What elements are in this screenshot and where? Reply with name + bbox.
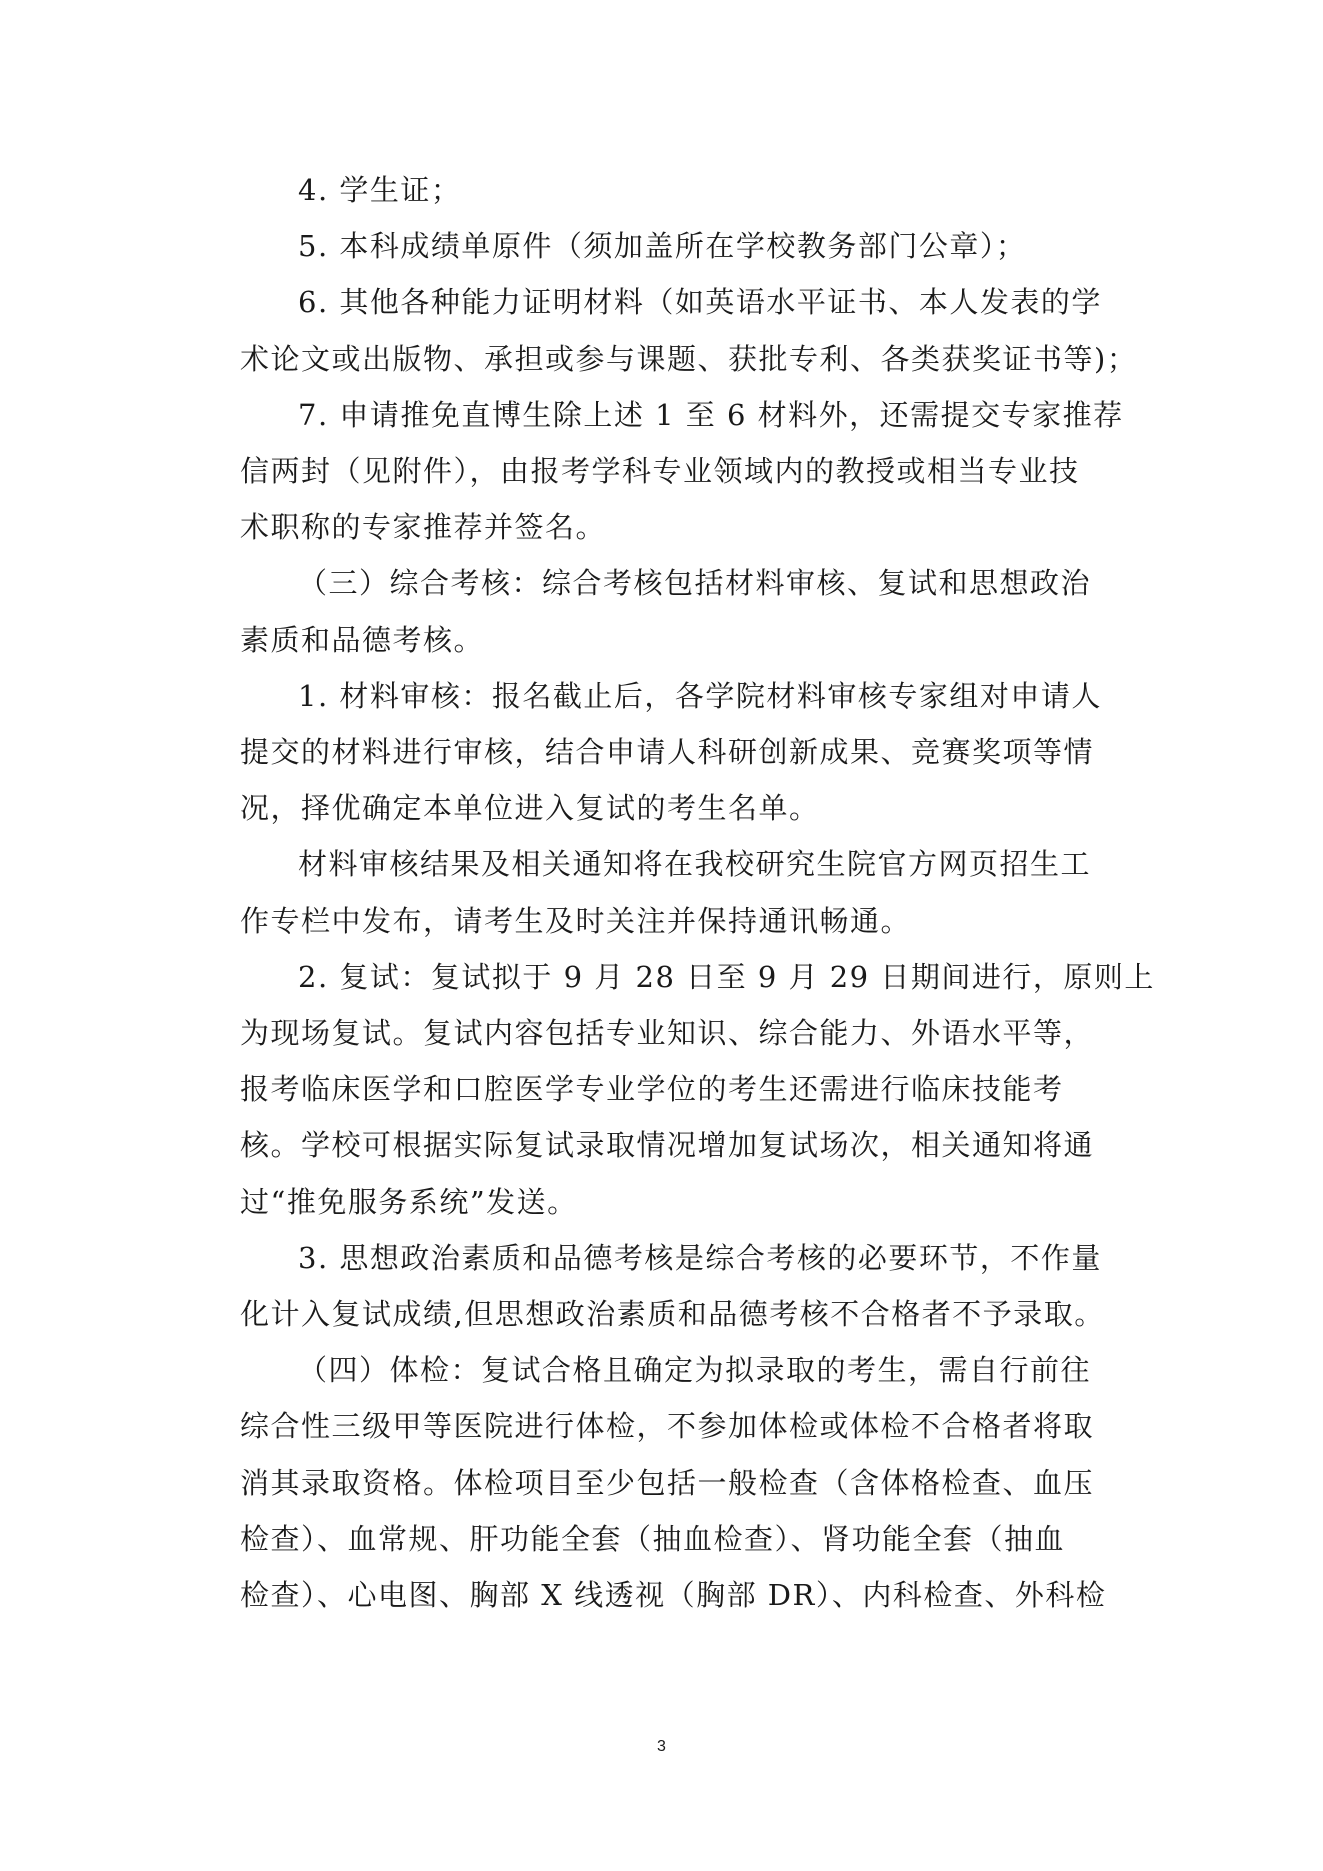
paragraph bbox=[240, 387, 1124, 556]
text-line: 4. 学生证； bbox=[298, 173, 462, 207]
text-line: 材料审核结果及相关通知将在我校研究生院官方网页招生工 bbox=[298, 847, 1092, 882]
text-line: 提交的材料进行审核，结合申请人科研创新成果、竞赛奖项等情 bbox=[240, 735, 1095, 770]
text-line: 3. 思想政治素质和品德考核是综合考核的必要环节，不作量 bbox=[298, 1240, 1102, 1275]
text-line: （四）体检：复试合格且确定为拟录取的考生，需自行前往 bbox=[298, 1353, 1092, 1388]
body-text bbox=[240, 162, 1155, 1623]
paragraph bbox=[240, 1230, 1120, 1342]
paragraph bbox=[240, 555, 1120, 667]
text-line: 2. 复试：复试拟于 9 月 28 日至 9 月 29 日期间进行，原则上 bbox=[298, 959, 1155, 994]
text-line: （三）综合考核：综合考核包括材料审核、复试和思想政治 bbox=[298, 566, 1092, 601]
text-line: 术论文或出版物、承担或参与课题、获批专利、各类获奖证书等)； bbox=[240, 341, 1138, 376]
text-line: 况，择优确定本单位进入复试的考生名单。 bbox=[240, 791, 820, 826]
text-line: 化计入复试成绩,但思想政治素质和品德考核不合格者不予录取。 bbox=[240, 1297, 1105, 1332]
text-line: 过“推免服务系统”发送。 bbox=[240, 1184, 578, 1219]
text-line: 核。学校可根据实际复试录取情况增加复试场次，相关通知将通 bbox=[240, 1128, 1095, 1163]
text-line: 信两封（见附件），由报考学科专业领域内的教授或相当专业技 bbox=[240, 454, 1080, 489]
text-line: 综合性三级甲等医院进行体检，不参加体检或体检不合格者将取 bbox=[240, 1409, 1095, 1444]
text-line: 素质和品德考核。 bbox=[240, 622, 485, 657]
paragraph bbox=[240, 162, 1120, 218]
paragraph bbox=[240, 218, 1120, 274]
paragraph bbox=[240, 274, 1138, 386]
text-line: 作专栏中发布，请考生及时关注并保持通讯畅通。 bbox=[240, 903, 912, 938]
text-line: 为现场复试。复试内容包括专业知识、综合能力、外语水平等， bbox=[240, 1016, 1095, 1051]
text-line: 报考临床医学和口腔医学专业学位的考生还需进行临床技能考 bbox=[240, 1072, 1064, 1107]
text-line: 1. 材料审核：报名截止后，各学院材料审核专家组对申请人 bbox=[298, 678, 1102, 713]
text-line: 检查）、血常规、肝功能全套（抽血检查）、肾功能全套（抽血 bbox=[240, 1521, 1066, 1556]
paragraph bbox=[240, 1342, 1120, 1623]
text-line: 6. 其他各种能力证明材料（如英语水平证书、本人发表的学 bbox=[298, 285, 1102, 320]
text-line: 术职称的专家推荐并签名。 bbox=[240, 510, 607, 545]
page-number: 3 bbox=[657, 1738, 666, 1755]
text-line: 消其录取资格。体检项目至少包括一般检查（含体格检查、血压 bbox=[240, 1465, 1095, 1500]
text-line: 7. 申请推免直博生除上述 1 至 6 材料外，还需提交专家推荐 bbox=[298, 397, 1124, 432]
text-line: 5. 本科成绩单原件（须加盖所在学校教务部门公章）； bbox=[298, 229, 1027, 264]
paragraph bbox=[240, 668, 1120, 837]
text-line: 检查）、心电图、胸部 X 线透视（胸部 DR）、内科检查、外科检 bbox=[240, 1578, 1107, 1613]
paragraph bbox=[240, 836, 1120, 948]
paragraph bbox=[240, 949, 1155, 1230]
